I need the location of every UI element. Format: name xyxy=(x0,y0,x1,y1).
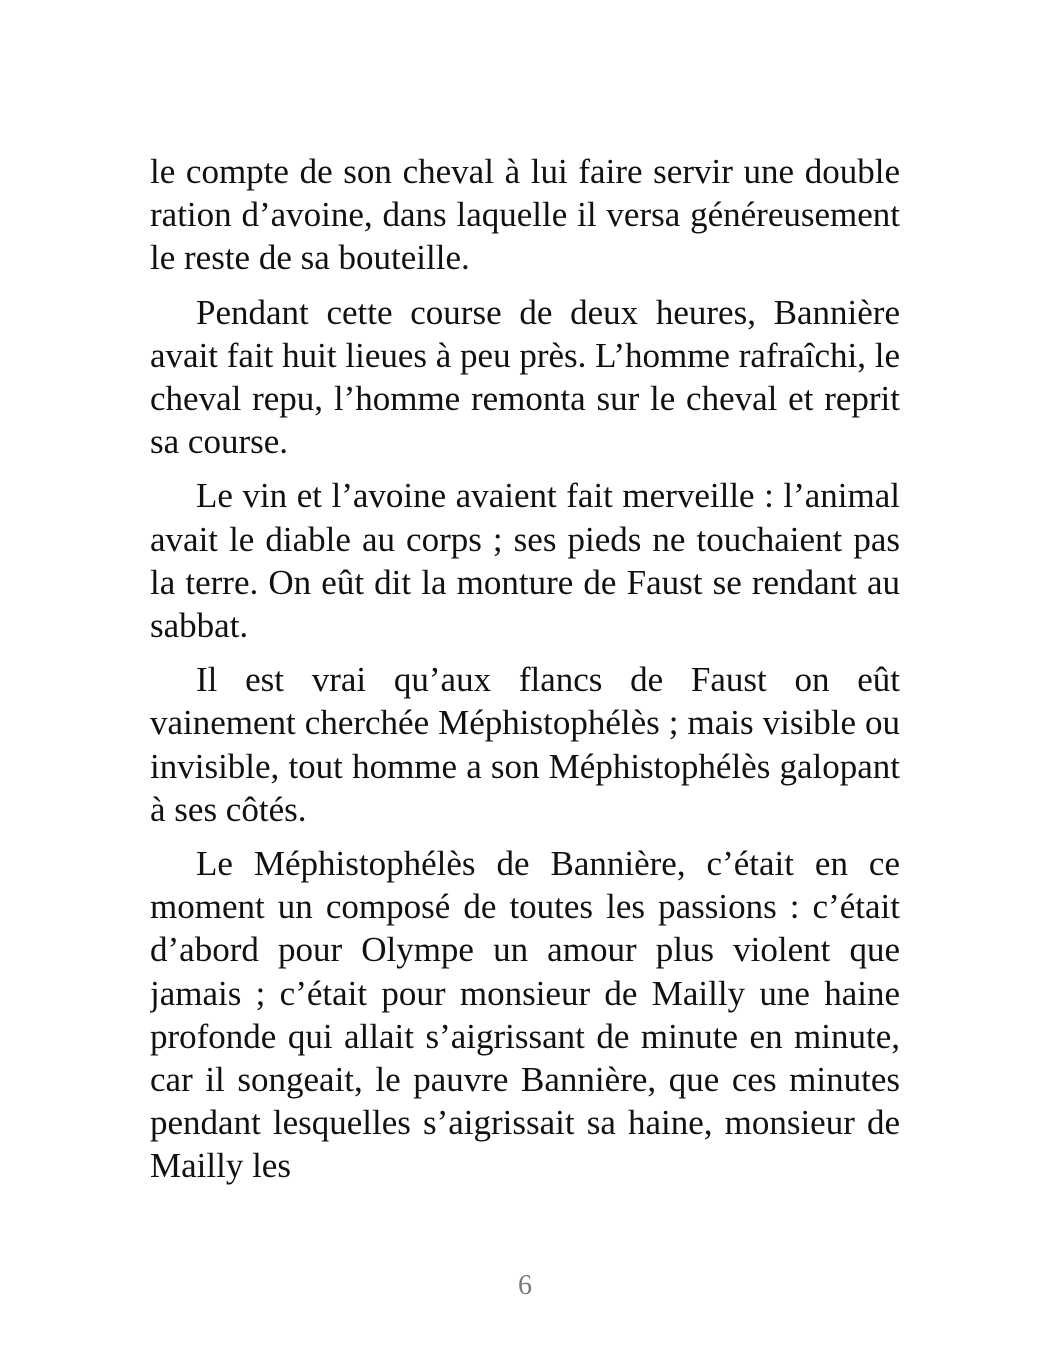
page-body xyxy=(150,150,900,1230)
paragraph-1: le compte de son cheval à lui faire servir une double ration d’avoine, dans laquelle il versa généreusement le reste de sa bouteille. xyxy=(150,152,900,278)
paragraph-5: Le Méphistophélès de Bannière, c’était en ce moment un composé de toutes les passions : c’était d’abord pour Olympe un amour plus violent que jamais ; c’était pour monsieur de Mailly une haine profonde qui allait s’aigrissant de minute en minute, car il songeait, le pauvre Bannière, que ces minutes pendant lesquelles s’aigrissait sa haine, monsieur de Mailly les xyxy=(150,844,900,1186)
paragraph-4: Il est vrai qu’aux flancs de Faust on eût vainement cherchée Méphistophélès ; mais visible ou invisible, tout homme a son Méphistophélès galopant à ses côtés. xyxy=(150,660,900,829)
page-number: 6 xyxy=(518,1270,532,1301)
paragraph-2: Pendant cette course de deux heures, Bannière avait fait huit lieues à peu près. L’homme rafraîchi, le cheval repu, l’homme remonta sur le cheval et reprit sa course. xyxy=(150,292,900,462)
paragraph-3: Le vin et l’avoine avaient fait merveille : l’animal avait le diable au corps ; ses pieds ne touchaient pas la terre. On eût dit la monture de Faust se rendant au sabbat. xyxy=(150,476,900,646)
